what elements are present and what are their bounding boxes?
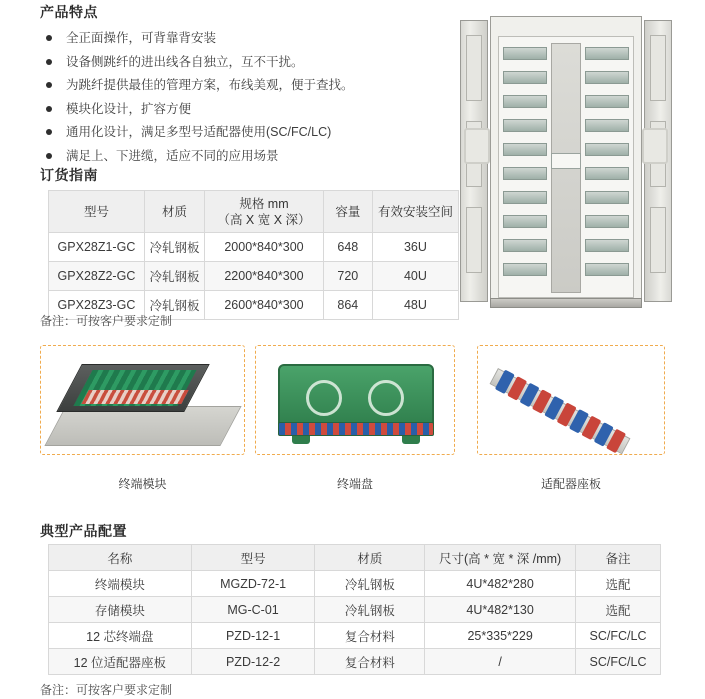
cell-space: 40U <box>372 262 458 291</box>
column-header-spec <box>205 191 324 233</box>
list-item <box>44 99 464 119</box>
cell-material: 冷轧钢板 <box>144 262 204 291</box>
cabinet-bracket <box>464 128 490 164</box>
cabinet-shelf <box>585 167 629 180</box>
cabinet-shelf <box>503 263 547 276</box>
cell-model: MG-C-01 <box>191 597 315 623</box>
cell-space: 36U <box>372 233 458 262</box>
cabinet-shelf <box>585 47 629 60</box>
bullet-icon <box>46 106 52 112</box>
config-note: 备注：可按客户要求定制 <box>40 683 173 697</box>
door-panel <box>466 35 482 101</box>
door-panel <box>466 207 482 273</box>
gallery-caption-adapter-panel: 适配器座板 <box>540 477 601 491</box>
bullet-icon <box>46 153 52 159</box>
adapter-panel-bar <box>490 368 631 454</box>
cabinet-shelf <box>585 143 629 156</box>
cabinet-shelf <box>585 191 629 204</box>
cabinet-shelf <box>503 119 547 132</box>
product-gallery <box>40 345 665 505</box>
cell-model: PZD-12-2 <box>191 649 315 675</box>
cell-spec: 2000*840*300 <box>205 233 324 262</box>
door-panel <box>650 35 666 101</box>
cell-size: / <box>425 649 576 675</box>
table-header-row <box>49 545 661 571</box>
column-header-name: 名称 <box>49 545 192 571</box>
column-header-remark: 备注 <box>576 545 661 571</box>
list-item <box>44 52 464 72</box>
table-row <box>49 649 661 675</box>
cell-model: GPX28Z3-GC <box>49 291 145 320</box>
cell-material: 复合材料 <box>315 649 425 675</box>
column-header-size: 尺寸(高 * 宽 * 深 /mm) <box>425 545 576 571</box>
cabinet-shelf <box>585 215 629 228</box>
cell-model: GPX28Z2-GC <box>49 262 145 291</box>
product-card-terminal-module <box>40 345 245 455</box>
cell-name: 12 位适配器座板 <box>49 649 192 675</box>
table-header-row <box>49 191 459 233</box>
cell-model: MGZD-72-1 <box>191 571 315 597</box>
cell-name: 存储模块 <box>49 597 192 623</box>
cell-remark: 选配 <box>576 571 661 597</box>
table-row <box>49 623 661 649</box>
cabinet-shelf <box>503 143 547 156</box>
cabinet-illustration <box>460 16 672 308</box>
spec-header-line2: （高 X 宽 X 深） <box>217 212 311 227</box>
tray-ring <box>368 380 404 416</box>
gallery-caption-terminal-tray: 终端盘 <box>336 477 373 491</box>
column-header-model: 型号 <box>191 545 315 571</box>
feature-list <box>44 28 464 169</box>
cabinet-product-image <box>460 16 672 308</box>
product-card-adapter-panel <box>477 345 665 455</box>
feature-text: 模块化设计，扩容方便 <box>66 101 192 116</box>
gallery-caption-terminal-module: 终端模块 <box>118 477 167 491</box>
cabinet-shelf <box>503 71 547 84</box>
page-title-features: 产品特点 <box>40 4 98 20</box>
cell-remark: 选配 <box>576 597 661 623</box>
table-row <box>49 262 459 291</box>
cabinet-base <box>490 298 642 308</box>
cell-spec: 2600*840*300 <box>205 291 324 320</box>
table-row <box>49 233 459 262</box>
cabinet-shelf <box>503 191 547 204</box>
cabinet-label-plate <box>551 153 581 169</box>
cell-capacity: 864 <box>323 291 372 320</box>
feature-text: 通用化设计，满足多型号适配器使用(SC/FC/LC) <box>66 125 332 139</box>
list-item <box>44 28 464 48</box>
feature-text: 全正面操作，可背靠背安装 <box>66 31 217 45</box>
cabinet-shelf <box>503 167 547 180</box>
cabinet-bracket <box>642 128 668 164</box>
product-card-terminal-tray <box>255 345 455 455</box>
cabinet-shelf <box>503 95 547 108</box>
cabinet-shelf <box>585 239 629 252</box>
cell-material: 冷轧钢板 <box>315 597 425 623</box>
cell-capacity: 648 <box>323 233 372 262</box>
cell-remark: SC/FC/LC <box>576 623 661 649</box>
table-row <box>49 597 661 623</box>
module-tray-base <box>44 406 241 446</box>
cabinet-shelf <box>503 239 547 252</box>
cabinet-shelf <box>503 47 547 60</box>
cell-material: 冷轧钢板 <box>315 571 425 597</box>
page-title-order-guide: 订货指南 <box>40 167 98 183</box>
list-item <box>44 122 464 142</box>
column-header-space: 有效安装空间 <box>372 191 458 233</box>
list-item <box>44 146 464 166</box>
cell-remark: SC/FC/LC <box>576 649 661 675</box>
cell-material: 冷轧钢板 <box>144 291 204 320</box>
order-guide-table <box>48 190 459 320</box>
column-header-material: 材质 <box>144 191 204 233</box>
cell-name: 12 芯终端盘 <box>49 623 192 649</box>
bullet-icon <box>46 129 52 135</box>
spec-header-line1: 规格 mm <box>239 196 289 211</box>
cabinet-interior <box>498 36 634 298</box>
bullet-icon <box>46 82 52 88</box>
table-row <box>49 571 661 597</box>
cabinet-shelf <box>585 95 629 108</box>
config-table <box>48 544 661 675</box>
feature-text: 满足上、下进缆，适应不同的应用场景 <box>66 148 279 163</box>
bullet-icon <box>46 59 52 65</box>
feature-text: 设备侧跳纤的进出线各自独立，互不干扰。 <box>66 54 304 69</box>
module-adapter-row <box>81 390 188 404</box>
cabinet-shelf <box>503 215 547 228</box>
door-panel <box>650 207 666 273</box>
cell-material: 复合材料 <box>315 623 425 649</box>
cabinet-shelf <box>585 71 629 84</box>
column-header-capacity: 容量 <box>323 191 372 233</box>
cell-model: GPX28Z1-GC <box>49 233 145 262</box>
order-guide-note: 备注：可按客户要求定制 <box>40 314 173 328</box>
cell-model: PZD-12-1 <box>191 623 315 649</box>
tray-foot <box>292 436 310 444</box>
cell-space: 48U <box>372 291 458 320</box>
tray-body <box>278 364 434 430</box>
cell-size: 25*335*229 <box>425 623 576 649</box>
column-header-model: 型号 <box>49 191 145 233</box>
cell-spec: 2200*840*300 <box>205 262 324 291</box>
tray-foot <box>402 436 420 444</box>
tray-ring <box>306 380 342 416</box>
cell-size: 4U*482*130 <box>425 597 576 623</box>
cell-capacity: 720 <box>323 262 372 291</box>
list-item <box>44 75 464 95</box>
column-header-material: 材质 <box>315 545 425 571</box>
cell-size: 4U*482*280 <box>425 571 576 597</box>
tray-adapter-strip <box>278 422 434 436</box>
cell-name: 终端模块 <box>49 571 192 597</box>
page-title-config: 典型产品配置 <box>40 523 127 539</box>
feature-text: 为跳纤提供最佳的管理方案，布线美观，便于查找。 <box>66 78 354 92</box>
bullet-icon <box>46 35 52 41</box>
cabinet-shelf <box>585 119 629 132</box>
cell-material: 冷轧钢板 <box>144 233 204 262</box>
cabinet-shelf <box>585 263 629 276</box>
